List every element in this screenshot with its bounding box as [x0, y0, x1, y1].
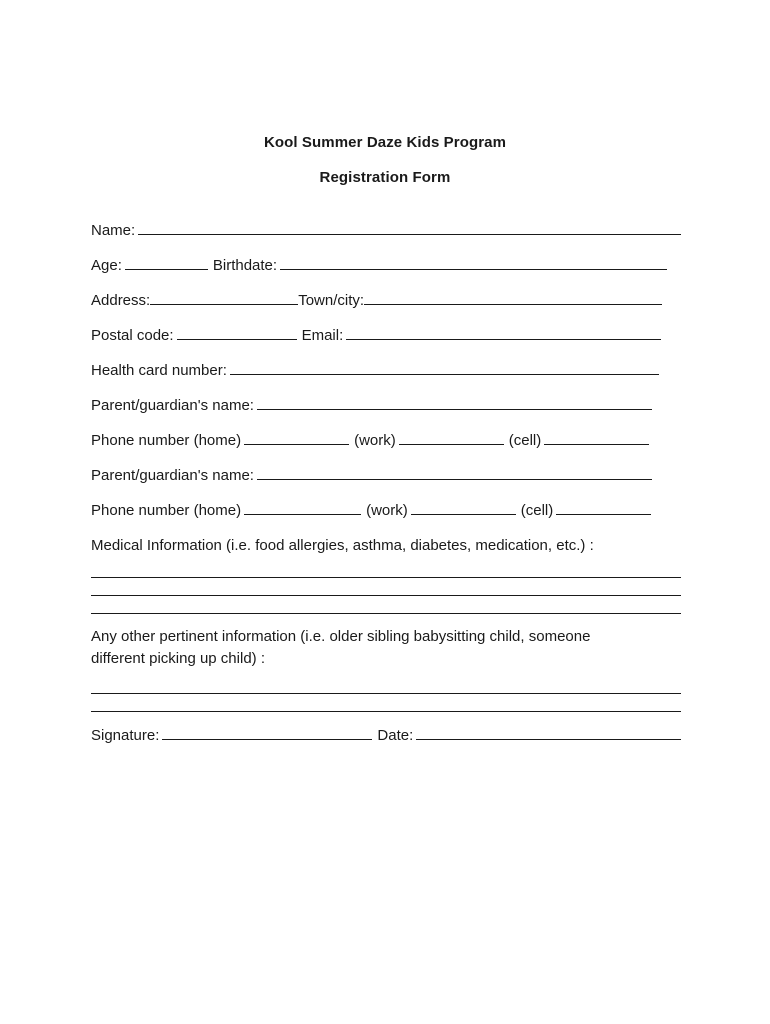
age-label: Age: [91, 257, 122, 274]
name-row [91, 204, 681, 239]
other-info-label-line-1: Any other pertinent information (i.e. older sibling babysitting child, someone [91, 628, 591, 645]
health-card-row [91, 344, 681, 379]
medical-info-line-2[interactable] [91, 578, 681, 596]
registration-form [91, 204, 681, 744]
medical-info-label: Medical Information (i.e. food allergies, asthma, diabetes, medication, etc.) : [91, 537, 594, 554]
medical-info-line-1[interactable] [91, 560, 681, 578]
parent1-phone-row [91, 414, 681, 449]
parent1-phone-home-field[interactable] [244, 429, 349, 445]
town-city-label: Town/city: [298, 292, 365, 309]
parent2-phone-home-field[interactable] [244, 499, 361, 515]
age-birthdate-row [91, 239, 681, 274]
parent1-phone-work-field[interactable] [399, 429, 504, 445]
parent2-name-field[interactable] [257, 464, 652, 480]
address-label: Address: [91, 292, 151, 309]
postal-email-row [91, 309, 681, 344]
parent2-phone-cell-field[interactable] [556, 499, 651, 515]
medical-label-row [91, 519, 681, 554]
town-city-field[interactable] [364, 289, 662, 305]
other-info-line-2[interactable] [91, 694, 681, 712]
other-info-lines [91, 676, 681, 712]
parent2-name-row [91, 449, 681, 484]
health-card-field[interactable] [230, 359, 659, 375]
age-field[interactable] [125, 254, 208, 270]
date-field[interactable] [416, 724, 681, 740]
other-info-label-line-2: different picking up child) : [91, 650, 265, 667]
parent1-name-row [91, 379, 681, 414]
parent2-phone-work-label: (work) [366, 502, 408, 519]
other-info-line-1[interactable] [91, 676, 681, 694]
parent1-name-field[interactable] [257, 394, 652, 410]
birthdate-field[interactable] [280, 254, 667, 270]
parent2-phone-work-field[interactable] [411, 499, 516, 515]
parent2-phone-row [91, 484, 681, 519]
parent2-phone-home-label: Phone number (home) [91, 502, 242, 519]
parent2-name-label: Parent/guardian's name: [91, 467, 254, 484]
postal-code-field[interactable] [177, 324, 297, 340]
signature-row [91, 712, 681, 744]
parent1-phone-work-label: (work) [354, 432, 396, 449]
name-field[interactable] [138, 219, 681, 235]
birthdate-label: Birthdate: [212, 257, 278, 274]
date-label: Date: [377, 727, 414, 744]
postal-code-label: Postal code: [91, 327, 174, 344]
signature-label: Signature: [91, 727, 160, 744]
email-label: Email: [301, 327, 344, 344]
health-card-label: Health card number: [91, 362, 227, 379]
parent1-phone-cell-field[interactable] [544, 429, 649, 445]
email-field[interactable] [346, 324, 661, 340]
address-field[interactable] [150, 289, 298, 305]
parent2-phone-cell-label: (cell) [520, 502, 554, 519]
form-title: Kool Summer Daze Kids Program [263, 134, 507, 151]
parent1-name-label: Parent/guardian's name: [91, 397, 254, 414]
form-subtitle: Registration Form [319, 169, 451, 186]
medical-info-line-3[interactable] [91, 596, 681, 614]
parent1-phone-home-label: Phone number (home) [91, 432, 242, 449]
name-label: Name: [91, 222, 136, 239]
parent1-phone-cell-label: (cell) [508, 432, 542, 449]
address-row [91, 274, 681, 309]
other-info-label [91, 626, 681, 670]
medical-info-lines [91, 560, 681, 614]
signature-field[interactable] [162, 724, 372, 740]
